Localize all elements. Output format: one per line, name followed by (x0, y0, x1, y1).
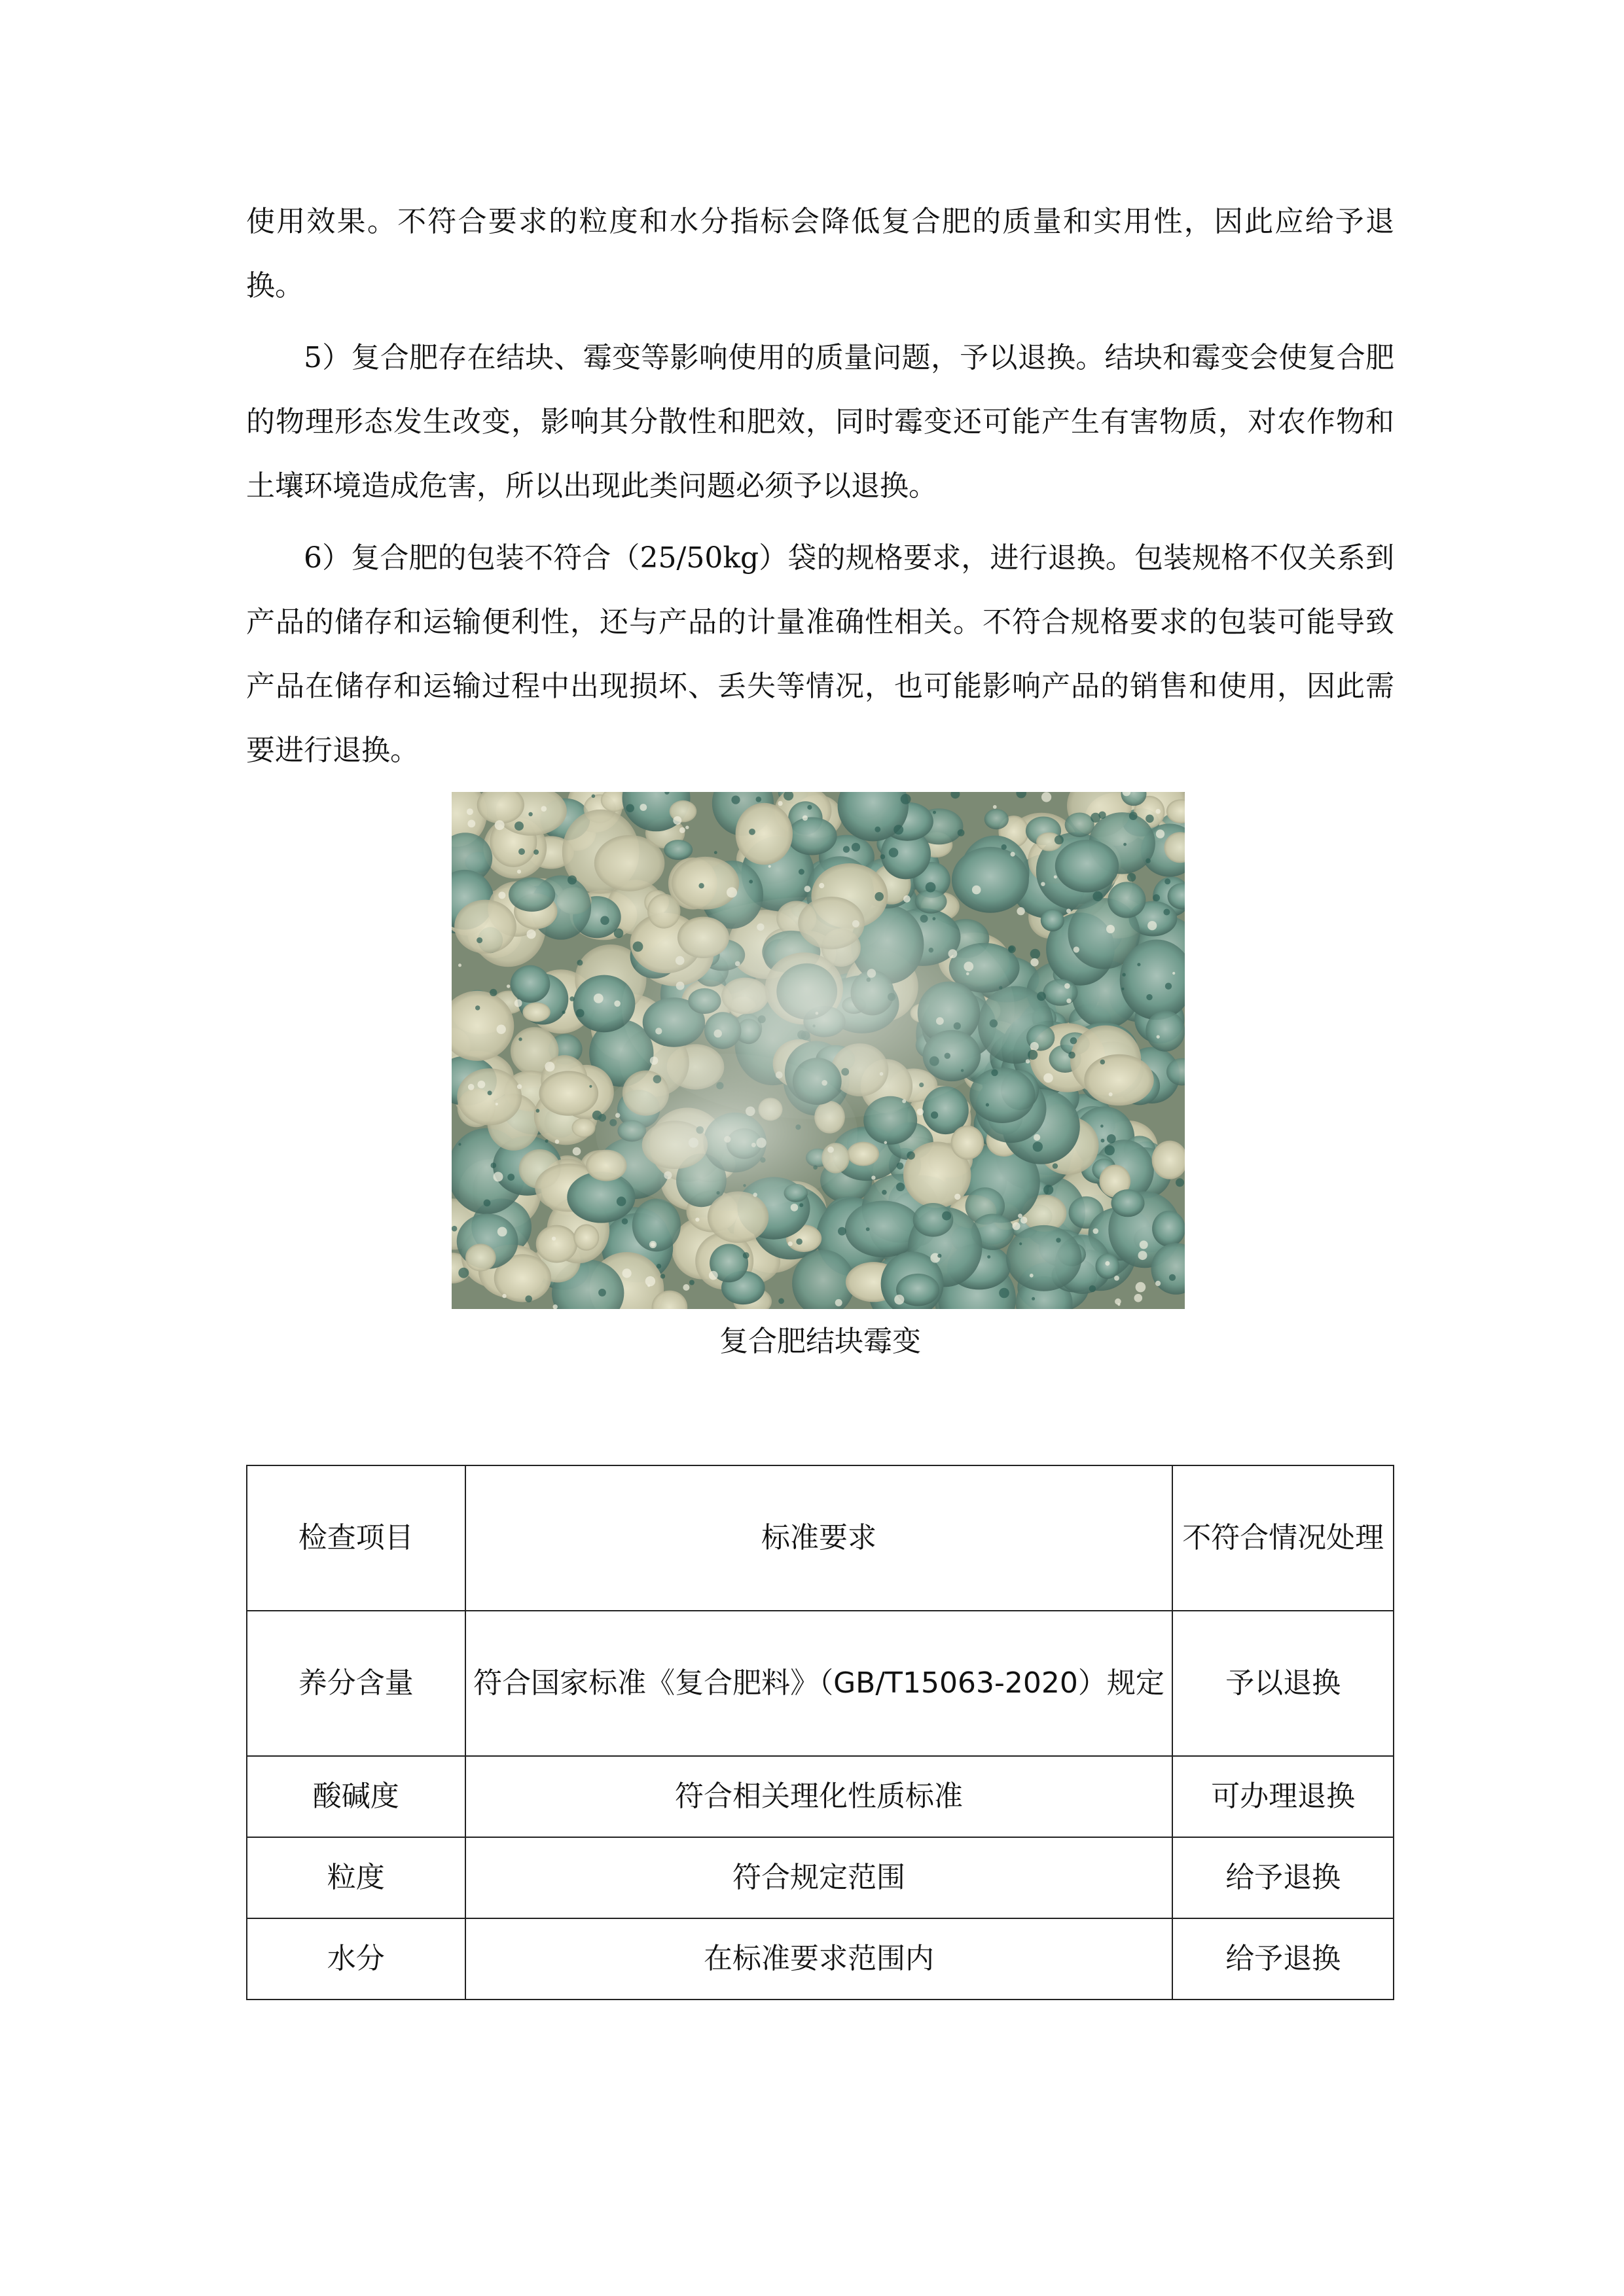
mold-speck (1028, 1050, 1038, 1060)
row-1-handling: 予以退换 (1172, 1611, 1394, 1756)
mold-speck (731, 796, 740, 804)
mold-speck (835, 1299, 842, 1306)
granule (536, 1225, 577, 1263)
mold-speck (1157, 1035, 1160, 1039)
mold-speck (1163, 909, 1170, 916)
mold-speck (880, 854, 886, 859)
mold-speck (1107, 1134, 1116, 1143)
mold-speck (896, 1183, 905, 1191)
mold-speck (645, 1276, 655, 1286)
mold-speck (490, 989, 497, 996)
mold-speck (1138, 1251, 1147, 1260)
mold-speck (1030, 958, 1038, 966)
mold-speck (893, 825, 903, 834)
mold-speck (541, 806, 547, 812)
mold-speck (1109, 1092, 1113, 1096)
mold-speck (1030, 949, 1040, 959)
mold-speck (1153, 894, 1160, 901)
mold-speck (1093, 1229, 1099, 1234)
mold-speck (1146, 815, 1154, 823)
mold-speck (1032, 1297, 1035, 1300)
mold-speck (1066, 999, 1071, 1003)
mold-speck (709, 1271, 718, 1280)
mold-speck (871, 1175, 875, 1179)
mold-speck (514, 999, 522, 1007)
mold-speck (1114, 1276, 1119, 1281)
mold-speck (536, 1109, 540, 1113)
mold-speck (1043, 1073, 1053, 1083)
mold-speck (1115, 1299, 1121, 1305)
mold-speck (467, 820, 475, 828)
mold-speck (804, 886, 811, 892)
mold-speck (573, 1147, 581, 1156)
mold-speck (622, 1218, 628, 1224)
granule (1108, 882, 1146, 918)
mold-speck (683, 1284, 689, 1291)
mold-speck (1176, 1178, 1184, 1187)
mold-speck (1089, 1285, 1096, 1292)
mold-speck (1146, 858, 1151, 863)
mold-speck (838, 1227, 846, 1236)
mold-speck (1056, 1238, 1060, 1242)
figure-caption: 复合肥结块霉变 (719, 1325, 921, 1358)
mold-speck (488, 1090, 492, 1095)
granule (1006, 1225, 1081, 1291)
granule (736, 803, 793, 865)
paragraph-1: 使用效果。不符合要求的粒度和水分指标会降低复合肥的质量和实用性，因此应给予退换。 (246, 205, 1394, 302)
granule (465, 1244, 496, 1271)
row-3-handling: 给予退换 (1172, 1837, 1394, 1918)
granule (522, 1003, 550, 1022)
mold-speck (931, 1111, 938, 1119)
mold-speck (478, 1081, 486, 1088)
paragraph-2: 5）复合肥存在结块、霉变等影响使用的质量问题，予以退换。结块和霉变会使复合肥的物理形态发生改变，影响其分散性和肥效，同时霉变还可能产生有害物质，对农作物和土壤环境造成危害，所以出现此类问题必须予以退换。 (246, 341, 1394, 503)
granule (573, 1224, 599, 1250)
granule (1152, 1211, 1185, 1247)
mold-speck (533, 850, 539, 855)
mold-speck (1030, 1274, 1034, 1278)
mold-speck (1100, 1060, 1106, 1065)
mold-speck (497, 1227, 507, 1237)
mold-speck (598, 1289, 606, 1297)
mold-speck (651, 1242, 655, 1247)
mold-speck (458, 1143, 461, 1145)
granule (952, 847, 1029, 913)
mold-speck (1026, 1059, 1030, 1064)
granule (1043, 979, 1078, 1006)
mold-speck (807, 805, 812, 810)
mold-speck (555, 1139, 560, 1144)
mold-speck (1100, 1124, 1104, 1128)
granule (457, 1068, 522, 1125)
granule (594, 835, 665, 891)
mold-speck (525, 1295, 532, 1302)
fertilizer-granules-image (452, 792, 1185, 1309)
mold-speck (986, 1103, 989, 1106)
mold-speck (545, 1062, 554, 1071)
granule (454, 900, 516, 954)
mold-speck (528, 812, 532, 816)
granule (951, 1126, 984, 1160)
granule (509, 878, 555, 912)
header-inspection-item: 检查项目 (247, 1465, 465, 1611)
mold-speck (907, 1151, 915, 1160)
mold-speck (993, 805, 997, 809)
mold-speck (679, 827, 685, 833)
mold-speck (1068, 1052, 1075, 1059)
mold-speck (468, 1084, 475, 1090)
mold-speck (743, 1252, 749, 1259)
mold-speck (1054, 875, 1057, 878)
moldy-fertilizer-photo (452, 792, 1185, 1309)
mold-speck (926, 882, 936, 893)
mold-speck (452, 1226, 457, 1232)
mold-speck (852, 843, 860, 852)
granule (787, 817, 837, 855)
mold-speck (778, 801, 782, 806)
table-row (247, 1918, 1394, 2000)
mold-speck (1106, 925, 1115, 933)
mold-speck (903, 895, 911, 903)
mold-speck (1172, 972, 1175, 975)
granule (1084, 1054, 1153, 1105)
mold-speck (517, 1085, 522, 1089)
mold-speck (477, 937, 482, 943)
mold-speck (749, 829, 755, 835)
row-4-handling: 给予退换 (1172, 1918, 1394, 2000)
mold-speck (1041, 882, 1045, 886)
mold-speck (1164, 878, 1170, 884)
mold-speck (1008, 945, 1016, 953)
header-nonconformance-handling: 不符合情况处理 (1172, 1465, 1394, 1611)
mold-speck (640, 804, 647, 811)
granule (1096, 1253, 1120, 1279)
mold-speck (1043, 1185, 1053, 1194)
mold-speck (673, 816, 681, 825)
mold-speck (1123, 843, 1127, 846)
mold-speck (1147, 921, 1157, 930)
mold-speck (778, 1298, 784, 1304)
mold-speck (1127, 873, 1136, 882)
mold-speck (875, 892, 884, 901)
granule (647, 894, 680, 929)
mold-speck (491, 1162, 497, 1168)
mold-speck (884, 1141, 888, 1144)
mold-speck (796, 1238, 803, 1245)
mold-speck (799, 1203, 803, 1207)
mold-speck (875, 827, 880, 833)
mold-speck (917, 1109, 924, 1115)
mold-speck (518, 1037, 522, 1041)
mold-speck (1019, 1242, 1022, 1245)
mold-speck (791, 1204, 799, 1211)
mold-speck (577, 960, 583, 965)
mold-speck (1136, 1282, 1146, 1293)
mold-speck (685, 826, 689, 829)
mold-speck (507, 1174, 514, 1181)
mold-speck (843, 846, 850, 853)
mold-speck (1092, 891, 1102, 901)
header-standard-requirement: 标准要求 (465, 1465, 1173, 1611)
mold-speck (562, 1011, 566, 1014)
mold-speck (937, 1254, 941, 1258)
mold-speck (633, 941, 643, 952)
mold-speck (576, 1009, 585, 1018)
row-4-standard: 在标准要求范围内 (465, 1918, 1173, 2000)
mold-speck (954, 1194, 960, 1200)
mold-speck (1020, 1217, 1028, 1224)
mold-speck (475, 1005, 480, 1010)
mold-speck (991, 1069, 998, 1076)
granule (1146, 1011, 1185, 1052)
mold-speck (1165, 983, 1172, 990)
mold-speck (1134, 1294, 1143, 1302)
mold-speck (1121, 988, 1124, 990)
table-row (247, 1756, 1394, 1837)
mold-speck (714, 851, 717, 854)
mold-speck (545, 1139, 549, 1143)
mold-speck (1105, 1145, 1115, 1155)
mold-speck (933, 811, 936, 814)
mold-speck (1155, 1281, 1161, 1286)
mold-speck (882, 1190, 887, 1195)
table-row (247, 1611, 1394, 1756)
mold-speck (1034, 1134, 1040, 1141)
mold-speck (1012, 1222, 1020, 1230)
mold-speck (1066, 908, 1071, 913)
mold-speck (517, 870, 521, 874)
paragraph-3: 6）复合肥的包装不符合（25/50kg）袋的规格要求，进行退换。包装规格不仅关系到产品的储存和运输便利性，还与产品的计量准确性相关。不符合规格要求的包装可能导致产品在储存和运输过程中出现损坏、丢失等情况，也可能影响产品的销售和使用，因此需要进行退换。 (246, 541, 1394, 767)
granule (511, 965, 550, 1003)
granule (572, 1118, 596, 1138)
granule (664, 840, 693, 860)
row-1-standard: 符合国家标准《复合肥料》（GB/T15063-2020）规定 (465, 1611, 1173, 1756)
mold-speck (1091, 813, 1100, 823)
mold-speck (749, 880, 753, 884)
mold-speck (617, 1196, 626, 1206)
mold-speck (987, 1255, 990, 1259)
mold-speck (894, 1295, 904, 1304)
mold-speck (1122, 973, 1125, 977)
mold-speck (768, 865, 771, 868)
mold-speck (889, 848, 899, 857)
mold-speck (458, 963, 461, 967)
mold-speck (527, 929, 536, 939)
row-4-item: 水分 (247, 1918, 465, 2000)
row-2-item: 酸碱度 (247, 1756, 465, 1837)
mold-speck (1001, 844, 1007, 850)
mold-speck (1129, 812, 1138, 820)
mold-speck (467, 808, 473, 815)
row-1-item: 养分含量 (247, 1611, 465, 1756)
mold-speck (1041, 792, 1051, 802)
mold-speck (458, 1268, 469, 1278)
mold-speck (799, 869, 804, 875)
mold-speck (592, 795, 596, 798)
mold-speck (497, 1025, 506, 1034)
mold-speck (614, 1001, 621, 1007)
mold-speck (484, 1200, 491, 1207)
mold-speck (901, 794, 911, 804)
row-3-item: 粒度 (247, 1837, 465, 1918)
mold-speck (972, 886, 981, 895)
inspection-table (246, 1465, 1394, 2000)
mold-speck (1017, 907, 1024, 915)
mold-speck (689, 1280, 695, 1285)
granule (1065, 813, 1094, 837)
granule (984, 809, 1009, 829)
mold-speck (942, 1211, 951, 1221)
mold-speck (819, 883, 824, 888)
mold-speck (1140, 1240, 1148, 1249)
mold-speck (1074, 946, 1079, 952)
mold-speck (514, 821, 524, 831)
granule (915, 889, 947, 914)
mold-speck (518, 848, 525, 855)
mold-speck (866, 1227, 870, 1231)
mold-speck (647, 1284, 650, 1287)
mold-speck (1018, 1213, 1022, 1218)
table-row (247, 1837, 1394, 1918)
mold-speck (1101, 1139, 1105, 1143)
row-2-standard: 符合相关理化性质标准 (465, 1756, 1173, 1837)
mold-speck (1053, 1163, 1058, 1168)
mold-speck (698, 883, 704, 888)
mold-speck (958, 829, 965, 836)
document-body (246, 190, 1394, 783)
granule (1111, 1189, 1145, 1217)
granule (1055, 840, 1119, 893)
mold-speck (1030, 1042, 1039, 1050)
mold-speck (1011, 852, 1015, 857)
row-3-standard: 符合规定范围 (465, 1837, 1173, 1918)
mold-speck (494, 1172, 503, 1181)
mold-speck (695, 1217, 699, 1221)
mold-speck (498, 891, 505, 899)
mold-speck (660, 1274, 665, 1278)
mold-speck (897, 1162, 904, 1170)
granule (539, 1071, 599, 1116)
mold-speck (1155, 809, 1161, 814)
mold-speck (623, 1268, 632, 1278)
granule (969, 1067, 1035, 1123)
mold-speck (1033, 1141, 1043, 1151)
table-header-row (247, 1465, 1394, 1611)
mold-speck (502, 1294, 506, 1298)
granule (672, 857, 739, 910)
mold-speck (600, 916, 609, 925)
mold-speck (803, 816, 808, 821)
mold-speck (1055, 835, 1064, 844)
mold-speck (727, 888, 737, 898)
mold-speck (594, 994, 604, 1003)
mold-speck (756, 797, 762, 802)
mold-speck (1070, 1037, 1077, 1045)
mold-speck (507, 984, 510, 988)
mold-speck (788, 1242, 793, 1246)
mold-speck (626, 804, 634, 813)
mold-speck (589, 1085, 592, 1088)
mold-speck (552, 1236, 556, 1240)
mold-speck (568, 876, 577, 885)
mold-speck (496, 1103, 498, 1105)
mold-speck (1105, 1261, 1110, 1266)
mold-speck (1146, 994, 1152, 1000)
mold-speck (614, 929, 624, 939)
row-2-handling: 可办理退换 (1172, 1756, 1394, 1837)
mold-speck (1037, 992, 1046, 1001)
mold-speck (657, 1264, 661, 1268)
mold-speck (1137, 963, 1140, 966)
mold-speck (999, 1288, 1009, 1299)
mold-speck (1156, 829, 1164, 838)
mold-speck (569, 996, 574, 1001)
granule (1041, 909, 1064, 931)
mold-speck (1064, 983, 1070, 989)
mold-speck (1169, 1274, 1176, 1281)
mold-speck (495, 820, 505, 830)
